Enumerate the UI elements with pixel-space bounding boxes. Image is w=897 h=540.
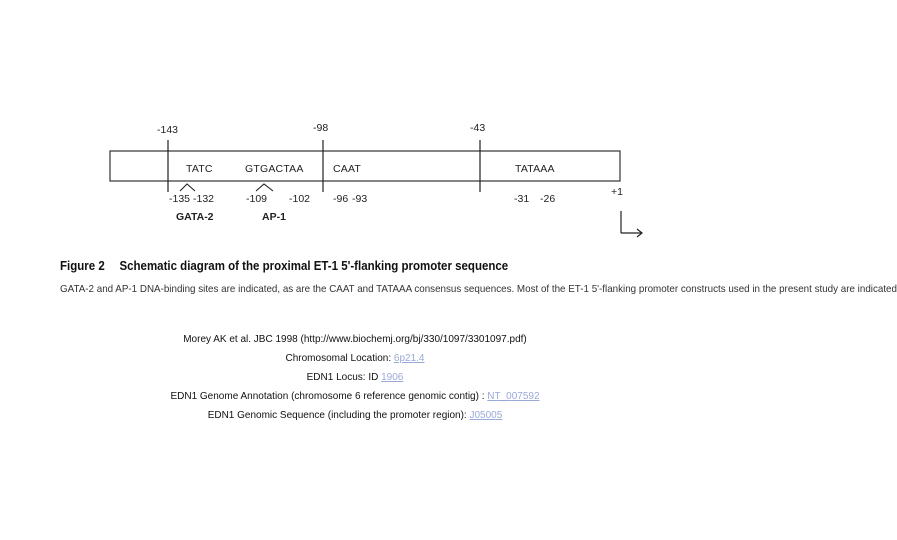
site-gtgactaa: GTGACTAA: [245, 163, 304, 175]
position-label-minus-96: -96: [333, 193, 349, 205]
position-label-minus-93: -93: [352, 193, 368, 205]
locus-label: EDN1 Locus: ID: [306, 372, 382, 383]
position-label-minus-98: -98: [313, 122, 329, 134]
reference-chromosomal-location: [0, 349, 710, 368]
genome-annotation-link[interactable]: NT_007592: [487, 391, 540, 402]
site-tatc: TATC: [186, 163, 213, 175]
chromosomal-location-label: Chromosomal Location:: [285, 353, 394, 364]
ap1-caret: [256, 184, 273, 191]
figure-number: Figure 2: [60, 259, 105, 273]
reference-genome-annotation: [0, 387, 710, 406]
reference-citation: [0, 330, 710, 349]
position-label-minus-143: -143: [157, 124, 179, 136]
position-label-minus-102: -102: [289, 193, 311, 205]
gata2-caret: [180, 184, 195, 191]
reference-genomic-sequence: [0, 406, 710, 425]
genomic-sequence-label: EDN1 Genomic Sequence (including the promoter region):: [207, 410, 470, 421]
factor-ap-1: AP-1: [262, 211, 286, 223]
position-label-minus-132: -132: [193, 193, 215, 205]
site-caat: CAAT: [333, 163, 362, 175]
position-label-minus-31: -31: [514, 193, 530, 205]
position-label-minus-135: -135: [169, 193, 191, 205]
chromosomal-location-link[interactable]: 6p21.4: [393, 353, 425, 364]
locus-id-link[interactable]: 1906: [381, 372, 404, 383]
transcription-start-arrow-icon: [621, 211, 642, 237]
position-label-plus-1: +1: [611, 186, 623, 198]
genomic-sequence-link[interactable]: J05005: [469, 410, 503, 421]
figure-title: [60, 259, 508, 273]
genome-annotation-label: EDN1 Genome Annotation (chromosome 6 reference genomic contig) :: [170, 391, 488, 402]
position-label-minus-26: -26: [540, 193, 556, 205]
figure-caption: GATA-2 and AP-1 DNA-binding sites are indicated, as are the CAAT and TATAAA consensus sequences. Most of the ET-1 5'-flanking promoter constructs used in the present study are indicated: [60, 283, 897, 295]
factor-gata-2: GATA-2: [176, 211, 214, 223]
position-label-minus-43: -43: [470, 122, 486, 134]
position-label-minus-109: -109: [246, 193, 268, 205]
citation-text: Morey AK et al. JBC 1998 (http://www.biochemj.org/bj/330/1097/3301097.pdf): [183, 334, 527, 345]
site-tataaa: TATAAA: [515, 163, 555, 175]
reference-list: [0, 330, 710, 425]
reference-locus: [0, 368, 710, 387]
figure-title-text: Schematic diagram of the proximal ET-1 5'-flanking promoter sequence: [119, 259, 509, 273]
